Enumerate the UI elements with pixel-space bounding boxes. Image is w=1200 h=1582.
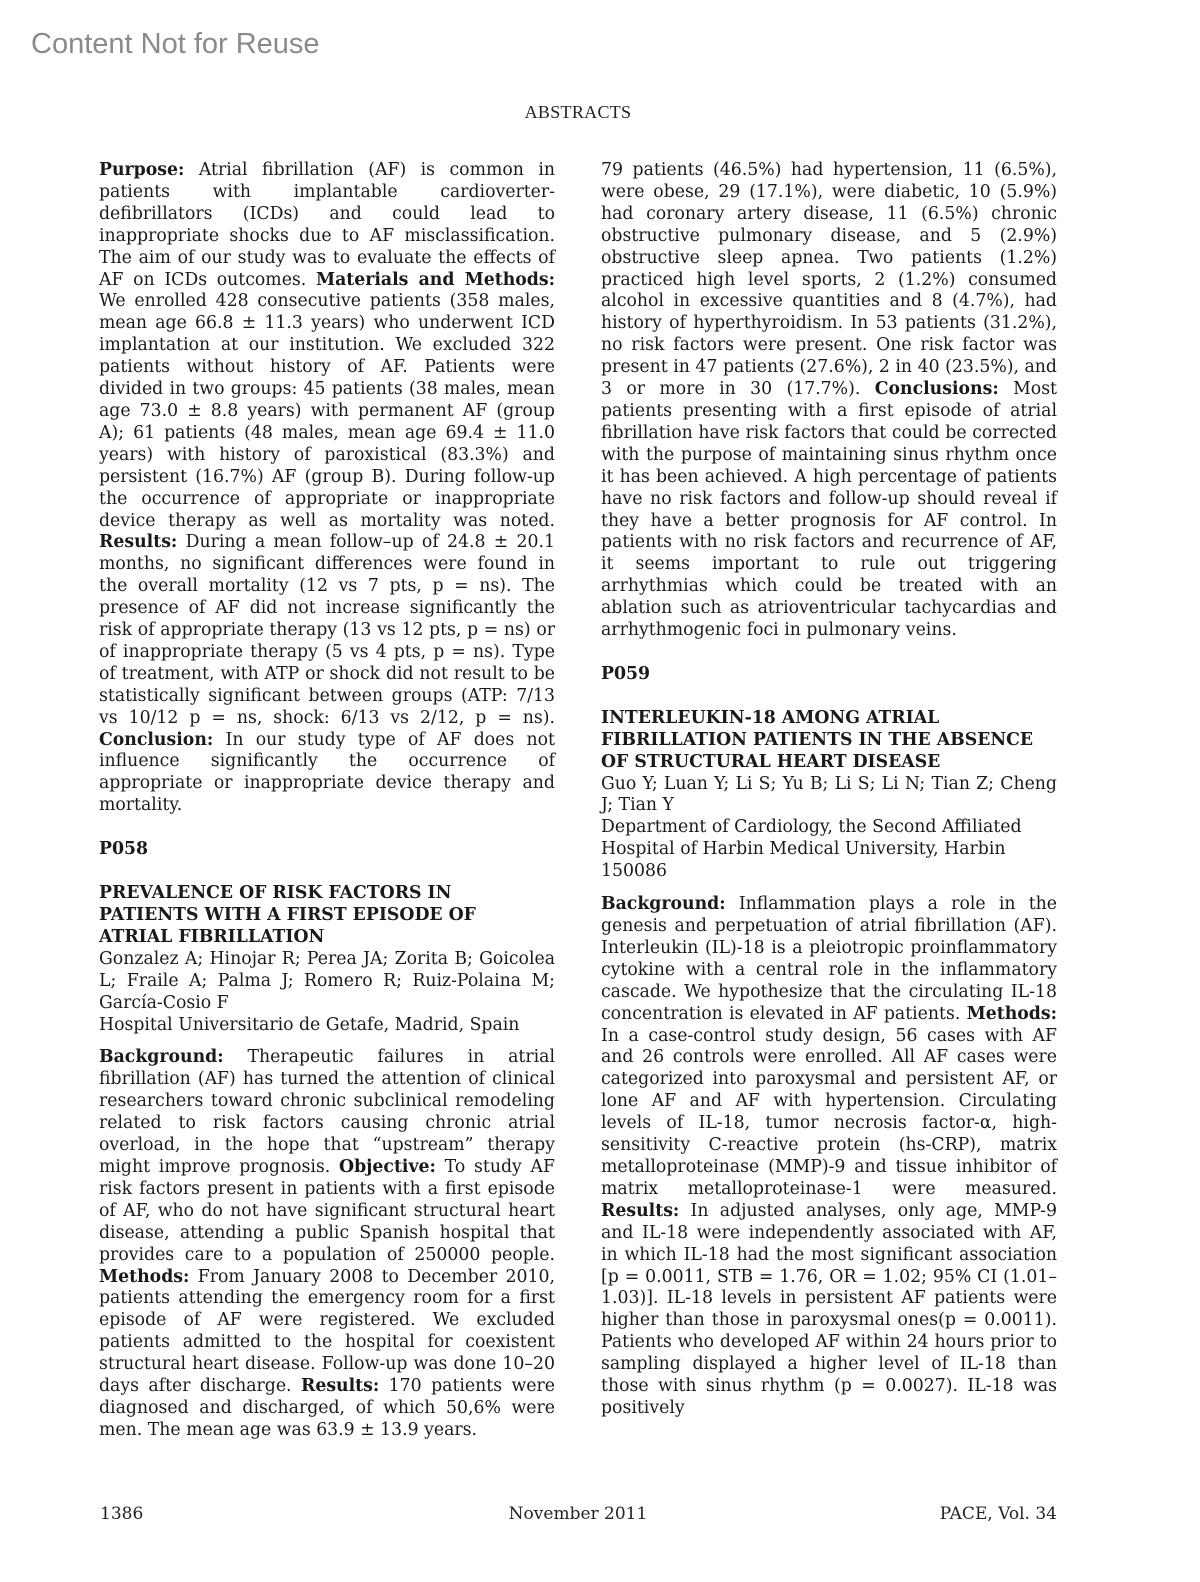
issue-date: November 2011 (508, 1504, 648, 1524)
section-label: Results: (300, 1376, 380, 1397)
left-column (99, 160, 555, 1442)
abstract-affiliation: Department of Cardiology, the Second Affiliated Hospital of Harbin Medical University, Harbin 150086 (601, 817, 1022, 882)
journal-volume: PACE, Vol. 34 (939, 1504, 1057, 1524)
abstract-body-continued (601, 160, 1057, 642)
section-label: Methods: (99, 1266, 190, 1287)
section-text: In our study type of AF does not influence significantly the occurrence of appropriate or inappropriate device therapy and mortality. (99, 729, 555, 816)
section-label: Materials and Methods: (315, 269, 555, 290)
section-label: Objective: (339, 1156, 436, 1177)
section-label: Conclusions: (874, 379, 999, 400)
section-label: Methods: (966, 1003, 1057, 1024)
section-text: Therapeutic failures in atrial fibrillation (AF) has turned the attention of clinical researchers toward chronic subclinical remodeling related to risk factors causing chronic atrial overload, in the hope that “upstream” therapy might improve prognosis. (99, 1047, 555, 1177)
section-text: We enrolled 428 consecutive patients (358 males, mean age 66.8 ± 11.3 years) who underwent ICD implantation at our institution. We excluded 322 patients without history of AF. Patients were divided in two groups: 45 patients (38 males, mean age 73.0 ± 8.8 years) with permanent AF (group A); 61 patients (48 males, mean age 69.4 ± 11.0 years) with history of paroxistical (83.3%) and persistent (16.7%) AF (group B). During follow-up the occurrence of appropriate or inappropriate device therapy as well as mortality was noted. (99, 291, 555, 531)
abstract-title: PREVALENCE OF RISK FACTORS IN PATIENTS WITH A FIRST EPISODE OF ATRIAL FIBRILLATION (99, 883, 476, 947)
abstract-title: INTERLEUKIN-18 AMONG ATRIAL FIBRILLATION PATIENTS IN THE ABSENCE OF STRUCTURAL HEART DISEASE (601, 707, 1034, 772)
section-text: Atrial fibrillation (AF) is common in patients with implantable cardioverter-defibrillators (ICDs) and could lead to inappropriate shocks due to AF misclassification. The aim of our study was to evaluate the effects of AF on ICDs outcomes. (99, 160, 555, 290)
section-label: Background: (99, 1047, 224, 1068)
abstract-code: P059 (601, 663, 651, 684)
watermark: Content Not for Reuse (31, 28, 320, 60)
section-text: During a mean follow–up of 24.8 ± 20.1 months, no significant differences were found in the overall mortality (12 vs 7 pts, p = ns). The presence of AF did not increase significantly the risk of appropriate therapy (13 vs 12 pts, p = ns) or of inappropriate therapy (5 vs 4 pts, p = ns). Type of treatment, with ATP or shock did not result to be statistically significant between groups (ATP: 7/13 vs 10/12 p = ns, shock: 6/13 vs 2/12, p = ns). (99, 532, 555, 728)
abstract-body (601, 894, 1057, 1420)
section-text: In a case-control study design, 56 cases with AF and 26 controls were enrolled. All AF cases were categorized into paroxysmal and persistent AF, or lone AF and AF with hypertension. Circulating levels of IL-18, tumor necrosis factor-α, high-sensitivity C-reactive protein (hs-CRP), matrix metalloproteinase (MMP)-9 and tissue inhibitor of matrix metalloproteinase-1 were measured. (601, 1025, 1057, 1199)
section-text: In adjusted analyses, only age, MMP-9 and IL-18 were independently associated with AF, in which IL-18 had the most significant association [p = 0.0011, STB = 1.76, OR = 1.02; 95% CI (1.01–1.03)]. IL-18 levels in persistent AF patients were higher than those in paroxysmal ones(p = 0.0011). Patients who developed AF within 24 hours prior to sampling displayed a higher level of IL-18 than those with sinus rhythm (p = 0.0027). IL-18 was positively (601, 1200, 1057, 1418)
abstract-authors: Guo Y; Luan Y; Li S; Yu B; Li S; Li N; Tian Z; Cheng J; Tian Y (601, 773, 1057, 816)
right-column (601, 160, 1057, 1420)
section-text: From January 2008 to December 2010, patients attending the emergency room for a first episode of AF were registered. We excluded patients admitted to the hospital for coexistent structural heart disease. Follow-up was done 10–20 days after discharge. (99, 1266, 555, 1397)
section-label: Purpose: (99, 160, 185, 180)
abstract-code: P058 (99, 839, 149, 860)
section-label: Results: (99, 532, 178, 553)
section-label: Background: (601, 894, 726, 915)
section-text: 170 patients were diagnosed and discharged, of which 50,6% were men. The mean age was 63.9 ± 13.9 years. (99, 1376, 555, 1440)
abstract-authors: Gonzalez A; Hinojar R; Perea JA; Zorita B; Goicolea L; Fraile A; Palma J; Romero R; Ruiz-Polaina M; García-Cosio F (99, 948, 555, 1013)
page-number: 1386 (100, 1504, 144, 1524)
prev-abstract-body (99, 160, 555, 817)
section-label: Conclusion: (99, 729, 214, 750)
section-label: Results: (601, 1200, 680, 1221)
section-text: Inflammation plays a role in the genesis and perpetuation of atrial fibrillation (AF). Interleukin (IL)-18 is a pleiotropic proinflammatory cytokine with a central role in the inflammatory cascade. We hypothesize that the circulating IL-18 concentration is elevated in AF patients. (601, 894, 1057, 1024)
section-text: To study AF risk factors present in patients with a first episode of AF, who do not have significant structural heart disease, attending a public Spanish hospital that provides care to a population of 250000 people. (99, 1156, 555, 1265)
running-head: ABSTRACTS (524, 102, 632, 122)
abstract-body (99, 1047, 555, 1441)
abstract-affiliation: Hospital Universitario de Getafe, Madrid, Spain (99, 1014, 520, 1035)
section-text: 79 patients (46.5%) had hypertension, 11 (6.5%), were obese, 29 (17.1%), were diabetic, 10 (5.9%) had coronary artery disease, 11 (6.5%) chronic obstructive pulmonary disease, and 5 (2.9%) obstructive sleep apnea. Two patients (1.2%) practiced high level sports, 2 (1.2%) consumed alcohol in excessive quantities and 8 (4.7%), had history of hyperthyroidism. In 53 patients (31.2%), no risk factors were present. One risk factor was present in 47 patients (27.6%), 2 in 40 (23.5%), and 3 or more in 30 (17.7%). (601, 160, 1057, 400)
section-text: Most patients presenting with a first episode of atrial fibrillation have risk factors that could be corrected with the purpose of maintaining sinus rhythm once it has been achieved. A high percentage of patients have no risk factors and follow-up should reveal if they have a better prognosis for AF control. In patients with no risk factors and recurrence of AF, it seems important to rule out triggering arrhythmias which could be treated with an ablation such as atrioventricular tachycardias and arrhythmogenic foci in pulmonary veins. (601, 379, 1058, 641)
